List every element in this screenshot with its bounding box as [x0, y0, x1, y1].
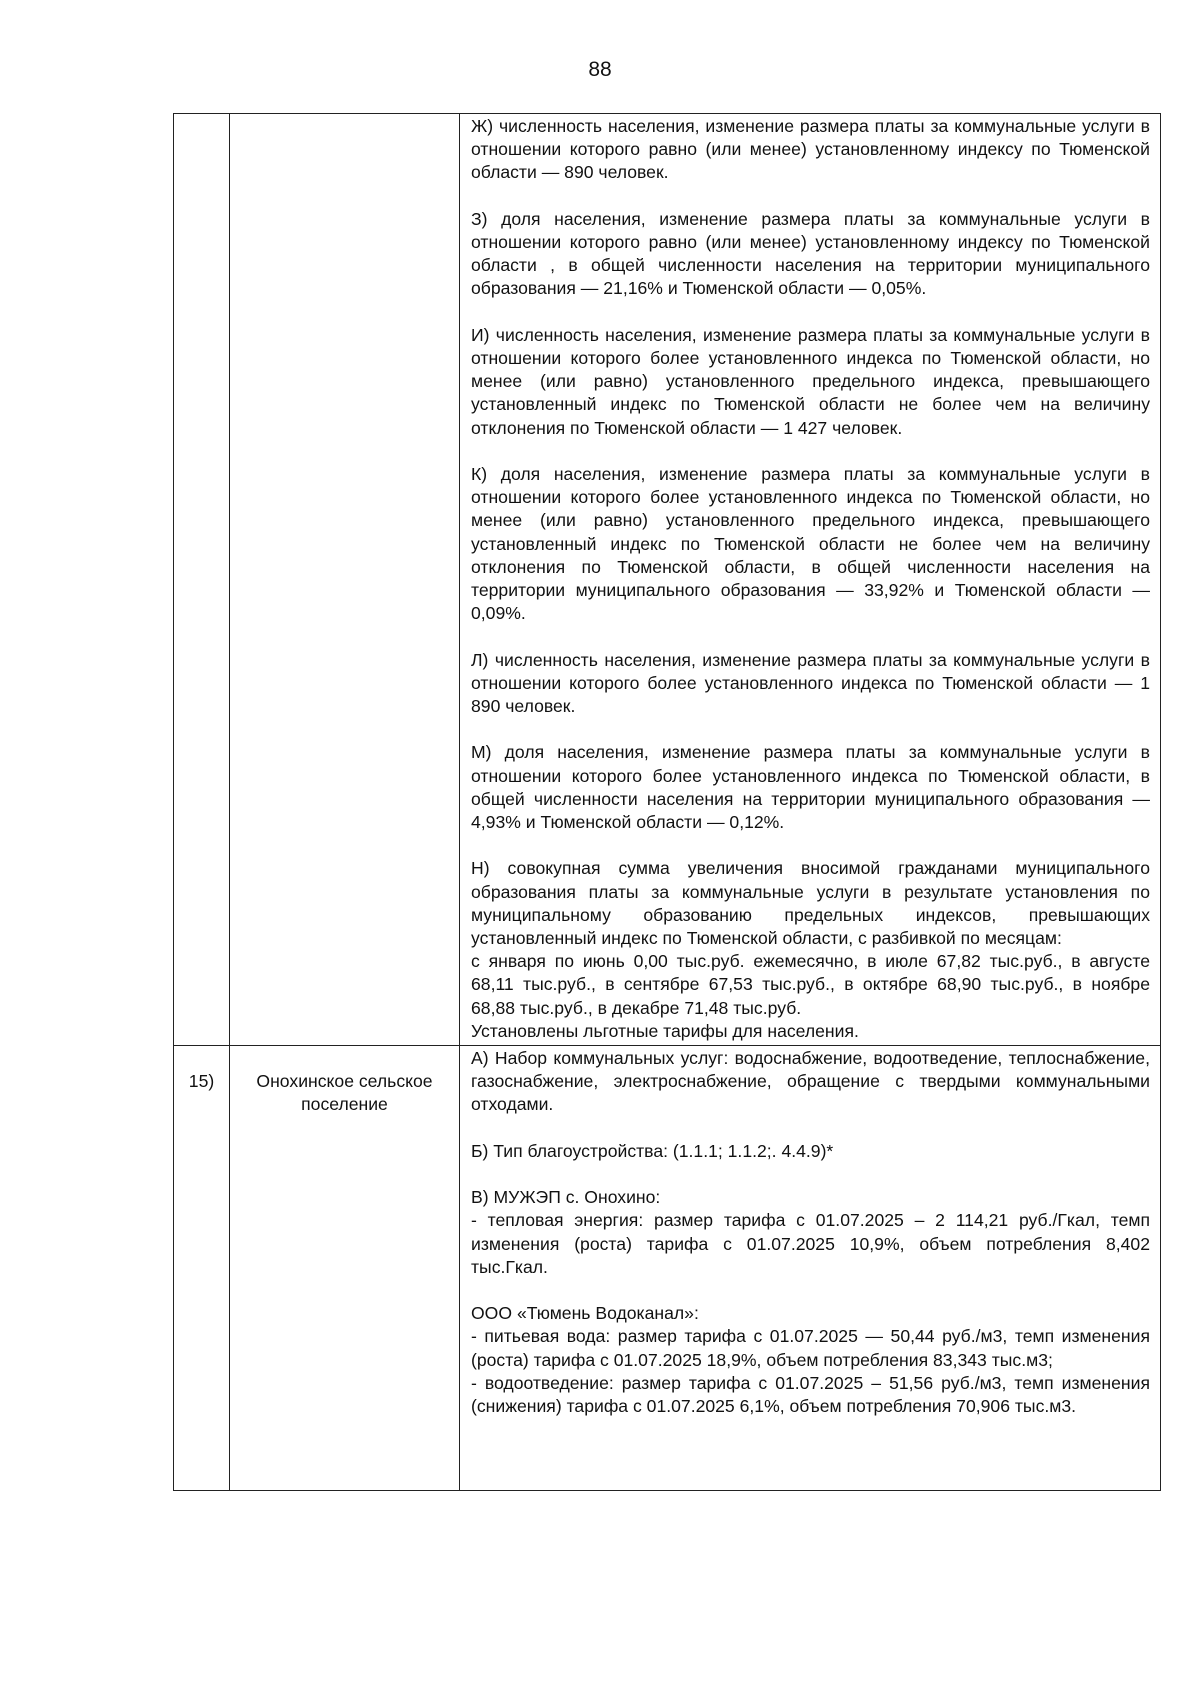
paragraph-line: В) МУЖЭП с. Онохино: — [471, 1187, 661, 1208]
paragraph-line: с января по июнь 0,00 тыс.руб. ежемесячно, в июле 67,82 тыс.руб., в августе 68,11 тыс.руб., в сентябре 67,53 тыс.руб., в октябре 68,90 тыс.руб., в ноябре 68,88 тыс.руб., в декабре 71,48 тыс.руб. — [471, 951, 1150, 1018]
table-row — [174, 1046, 1161, 1491]
paragraph-line: - питьевая вода: размер тарифа с 01.07.2025 — 50,44 руб./м3, темп изменения (роста) тарифа с 01.07.2025 18,9%, объем потребления 83,343 тыс.м3; — [471, 1326, 1150, 1370]
paragraph-l: Л) численность населения, изменение размера платы за коммунальные услуги в отношении которого более установленного индекса по Тюменской области — 1 890 человек. — [471, 649, 1150, 717]
municipality-cell: Онохинское сельское поселение — [230, 1046, 460, 1491]
paragraph-b: Б) Тип благоустройства: (1.1.1; 1.1.2;. 4.4.9)* — [471, 1140, 834, 1161]
paragraph-i: И) численность населения, изменение размера платы за коммунальные услуги в отношении которого более установленного индекса по Тюменской области, но менее (или равно) установленного предельного индекса, превышающего установленный индекс по Тюменской области не более чем на величину отклонения по Тюменской области — 1 427 человек. — [471, 324, 1150, 438]
description-cell — [460, 1046, 1161, 1491]
paragraph-vodokanal — [471, 1302, 1150, 1418]
municipality-cell — [230, 114, 460, 1046]
paragraph-v — [471, 1186, 1150, 1279]
paragraph-m: М) доля населения, изменение размера платы за коммунальные услуги в отношении которого более установленного индекса по Тюменской области, в общей численности населения на территории муниципального образования — 4,93% и Тюменской области — 0,12%. — [471, 742, 1150, 833]
paragraph-n — [471, 857, 1150, 1043]
paragraph-line: - тепловая энергия: размер тарифа с 01.07.2025 – 2 114,21 руб./Гкал, темп изменения (роста) тарифа с 01.07.2025 10,9%, объем потребления 8,402 тыс.Гкал. — [471, 1210, 1150, 1277]
tariff-table — [173, 113, 1161, 1491]
page-number: 88 — [588, 58, 612, 81]
paragraph-line: ООО «Тюмень Водоканал»: — [471, 1303, 699, 1324]
table-row — [174, 114, 1161, 1046]
paragraph-z: З) доля населения, изменение размера платы за коммунальные услуги в отношении которого равно (или менее) установленному индексу по Тюменской области , в общей численности населения на территории муниципального образования — 21,16% и Тюменской области — 0,05%. — [471, 208, 1150, 299]
row-number-cell — [174, 114, 230, 1046]
paragraph-line: - водоотведение: размер тарифа с 01.07.2025 – 51,56 руб./м3, темп изменения (снижения) тарифа с 01.07.2025 6,1%, объем потребления 70,906 тыс.м3. — [471, 1372, 1150, 1417]
paragraph-zh: Ж) численность населения, изменение размера платы за коммунальные услуги в отношении которого равно (или менее) установленному индексу по Тюменской области — 890 человек. — [471, 116, 1150, 183]
paragraph-a: А) Набор коммунальных услуг: водоснабжение, водоотведение, теплоснабжение, газоснабжение, электроснабжение, обращение с твердыми коммунальными отходами. — [471, 1048, 1150, 1115]
paragraph-line: Установлены льготные тарифы для населения. — [471, 1020, 859, 1041]
row-number-cell: 15) — [174, 1046, 230, 1491]
description-cell — [460, 114, 1161, 1046]
paragraph-k: К) доля населения, изменение размера платы за коммунальные услуги в отношении которого более установленного индекса по Тюменской области, но менее (или равно) установленного предельного индекса, превышающего установленный индекс по Тюменской области не более чем на величину отклонения по Тюменской области, в общей численности населения на территории муниципального образования — 33,92% и Тюменской области — 0,09%. — [471, 464, 1150, 624]
paragraph-line: Н) совокупная сумма увеличения вносимой гражданами муниципального образования платы за коммунальные услуги в результате установления по муниципальному образованию предельных индексов, превышающих установленный индекс по Тюменской области, с разбивкой по месяцам: — [471, 858, 1150, 949]
